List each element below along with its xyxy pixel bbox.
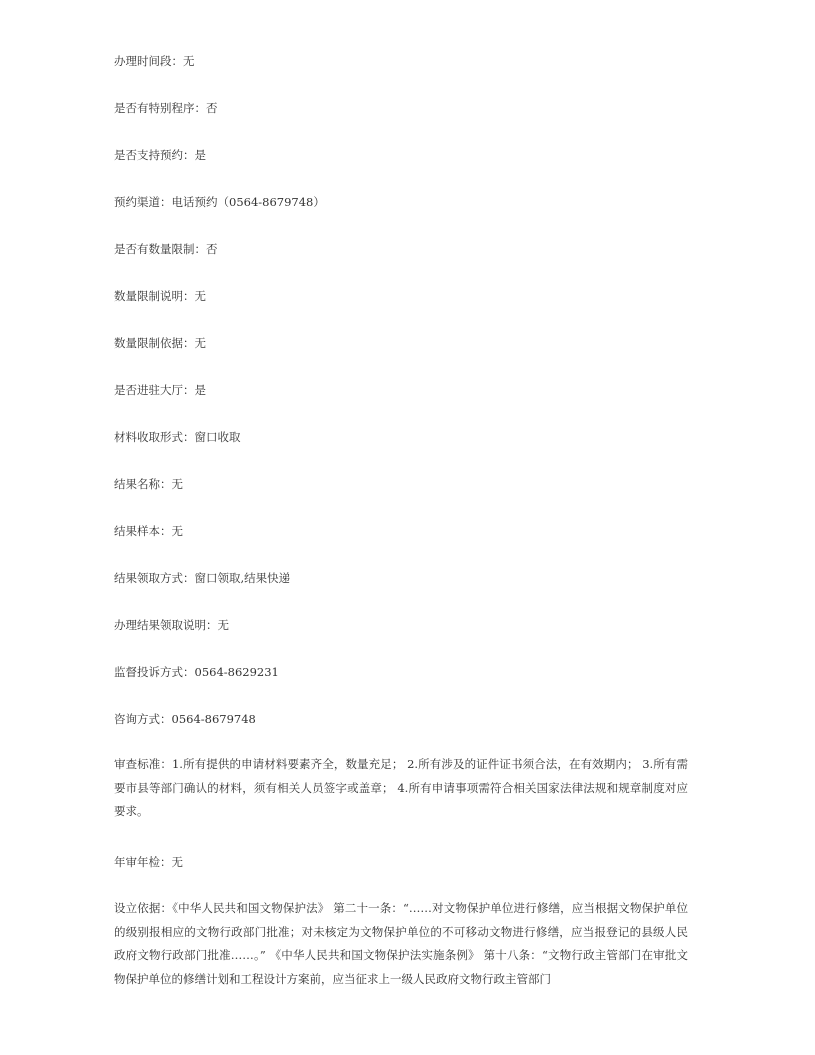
field-review-standard: 审查标准：1.所有提供的申请材料要素齐全，数量充足； 2.所有涉及的证件证书须合法，在有效期内； 3.所有需要市县等部门确认的材料，须有相关人员签字或盖章； 4.所有申请事项需符合相关国家法律法规和规章制度对应要求。 (114, 757, 688, 818)
field-supports-appointment: 是否支持预约：是 (114, 148, 206, 162)
field-quantity-limit-basis: 数量限制依据：无 (114, 336, 206, 350)
field-material-collection: 材料收取形式：窗口收取 (114, 430, 241, 444)
field-quantity-limit-desc: 数量限制说明：无 (114, 289, 206, 303)
field-legal-basis: 设立依据：《中华人民共和国文物保护法》 第二十一条：“……对文物保护单位进行修缮，应当根据文物保护单位的级别报相应的文物行政部门批准；对未核定为文物保护单位的不可移动文物进行修缮，应当报登记的县级人民政府文物行政部门批准……。” 《中华人民共和国文物保护法实施条例》 第十八条：“文物行政主管部门在审批文物保护单位的修缮计划和工程设计方案前，应当征求上一级人民政府文物行政主管部门 (114, 901, 688, 986)
field-complaint-contact: 监督投诉方式：0564-8629231 (114, 665, 279, 679)
field-result-pickup-desc: 办理结果领取说明：无 (114, 618, 229, 632)
field-result-sample: 结果样本：无 (114, 524, 183, 538)
field-special-procedure: 是否有特别程序：否 (114, 101, 218, 115)
field-in-hall: 是否进驻大厅：是 (114, 383, 206, 397)
field-appointment-channel: 预约渠道：电话预约（0564-8679748） (114, 195, 325, 209)
field-quantity-limit: 是否有数量限制：否 (114, 242, 218, 256)
field-handling-period: 办理时间段：无 (114, 54, 195, 68)
field-consult-contact: 咨询方式：0564-8679748 (114, 712, 256, 726)
field-result-pickup: 结果领取方式：窗口领取,结果快递 (114, 571, 291, 585)
field-result-name: 结果名称：无 (114, 477, 183, 491)
field-annual-review: 年审年检：无 (114, 855, 183, 869)
